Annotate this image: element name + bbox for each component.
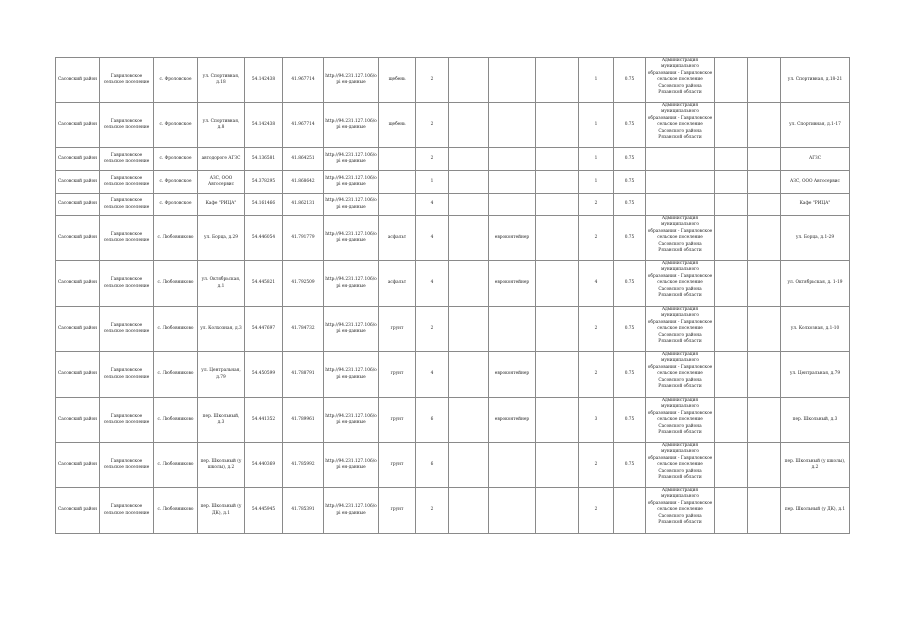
cell-container-count: 1	[579, 103, 614, 148]
cell-latitude: 54.142438	[245, 103, 283, 148]
cell-empty	[536, 216, 579, 261]
cell-empty	[715, 261, 748, 307]
cell-link: http://94.231.127.106/opi ен-данные	[324, 171, 379, 194]
cell-container-type: евроконтейнер	[489, 216, 536, 261]
cell-link: http://94.231.127.106/opi ен-данные	[324, 216, 379, 261]
cell-owner: Администрация муниципального образования - Гавриловское сельское поселение Сасовского района Рязанской области	[646, 261, 715, 307]
table-row	[56, 148, 850, 171]
cell-link: http://94.231.127.106/opi ен-данные	[324, 443, 379, 488]
cell-surface: грунт	[379, 488, 416, 534]
cell-longitude: 41.967714	[283, 58, 324, 103]
cell-settlement: Гавриловское сельское поселение	[100, 488, 154, 534]
cell-latitude: 54.440369	[245, 443, 283, 488]
cell-container-type	[489, 488, 536, 534]
cell-area: 2	[416, 103, 449, 148]
cell-empty	[449, 488, 489, 534]
cell-container-volume: 0.75	[614, 171, 646, 194]
cell-empty	[449, 194, 489, 216]
cell-empty	[748, 488, 781, 534]
cell-empty	[449, 148, 489, 171]
cell-locality: с. Любовниково	[154, 352, 198, 398]
cell-address: ул. Борца, д.29	[198, 216, 245, 261]
cell-empty	[748, 261, 781, 307]
cell-empty	[449, 443, 489, 488]
cell-settlement: Гавриловское сельское поселение	[100, 148, 154, 171]
cell-longitude: 41.864251	[283, 148, 324, 171]
cell-link: http://94.231.127.106/opi ен-данные	[324, 103, 379, 148]
cell-empty	[536, 58, 579, 103]
cell-latitude: 54.445821	[245, 261, 283, 307]
cell-longitude: 41.862131	[283, 194, 324, 216]
cell-area: 1	[416, 171, 449, 194]
cell-container-count: 3	[579, 398, 614, 443]
cell-surface: асфальт	[379, 216, 416, 261]
cell-locality: с. Любовниково	[154, 398, 198, 443]
cell-address: ул. Колхозная, д.3	[198, 307, 245, 352]
cell-address: АЗС, ООО Автосервис	[198, 171, 245, 194]
cell-settlement: Гавриловское сельское поселение	[100, 352, 154, 398]
cell-district: Сасовский район	[56, 148, 100, 171]
cell-empty	[715, 352, 748, 398]
cell-container-type	[489, 194, 536, 216]
cell-empty	[449, 307, 489, 352]
cell-empty	[715, 194, 748, 216]
cell-empty	[536, 171, 579, 194]
cell-container-count: 2	[579, 307, 614, 352]
cell-settlement: Гавриловское сельское поселение	[100, 261, 154, 307]
cell-locality: с. Фроловское	[154, 58, 198, 103]
cell-empty	[536, 398, 579, 443]
cell-locality: с. Любовниково	[154, 307, 198, 352]
cell-latitude: 54.142438	[245, 58, 283, 103]
cell-area: 4	[416, 261, 449, 307]
cell-container-count: 2	[579, 216, 614, 261]
cell-area: 2	[416, 488, 449, 534]
cell-container-volume: 0.75	[614, 307, 646, 352]
cell-container-volume: 0.75	[614, 261, 646, 307]
cell-longitude: 41.967714	[283, 103, 324, 148]
cell-longitude: 41.788791	[283, 352, 324, 398]
cell-surface: щебень	[379, 103, 416, 148]
table-row	[56, 261, 850, 307]
cell-locality: с. Любовниково	[154, 443, 198, 488]
cell-empty	[449, 398, 489, 443]
cell-container-count: 2	[579, 443, 614, 488]
cell-settlement: Гавриловское сельское поселение	[100, 194, 154, 216]
cell-latitude: 54.450599	[245, 352, 283, 398]
cell-empty	[748, 103, 781, 148]
cell-empty	[748, 148, 781, 171]
cell-container-count: 1	[579, 148, 614, 171]
cell-link: http://94.231.127.106/opi ен-данные	[324, 261, 379, 307]
cell-empty	[748, 194, 781, 216]
cell-source-object: пер. Школьный (у ДК), д.1	[781, 488, 850, 534]
cell-container-volume: 0.75	[614, 103, 646, 148]
table-row	[56, 443, 850, 488]
cell-longitude: 41.792509	[283, 261, 324, 307]
cell-container-count: 2	[579, 488, 614, 534]
cell-area: 2	[416, 148, 449, 171]
cell-owner: Администрация муниципального образования - Гавриловское сельское поселение Сасовского района Рязанской области	[646, 398, 715, 443]
table-row	[56, 194, 850, 216]
cell-address: ул. Спортивная, д.8	[198, 103, 245, 148]
cell-empty	[536, 352, 579, 398]
cell-surface: грунт	[379, 443, 416, 488]
cell-locality: с. Любовниково	[154, 261, 198, 307]
cell-locality: с. Фроловское	[154, 194, 198, 216]
cell-surface	[379, 171, 416, 194]
cell-locality: с. Фроловское	[154, 171, 198, 194]
cell-container-type	[489, 103, 536, 148]
cell-container-volume: 0.75	[614, 398, 646, 443]
cell-district: Сасовский район	[56, 307, 100, 352]
cell-district: Сасовский район	[56, 398, 100, 443]
cell-source-object: АЗС, ООО Автосервис	[781, 171, 850, 194]
table-row	[56, 58, 850, 103]
cell-container-type: евроконтейнер	[489, 352, 536, 398]
cell-owner: Администрация муниципального образования - Гавриловское сельское поселение Сасовского района Рязанской области	[646, 488, 715, 534]
cell-empty	[748, 307, 781, 352]
cell-longitude: 41.791779	[283, 216, 324, 261]
cell-empty	[536, 261, 579, 307]
cell-settlement: Гавриловское сельское поселение	[100, 171, 154, 194]
cell-source-object: ул. Центральная, д.79	[781, 352, 850, 398]
cell-area: 2	[416, 58, 449, 103]
cell-link: http://94.231.127.106/opi ен-данные	[324, 352, 379, 398]
cell-empty	[715, 171, 748, 194]
cell-container-count: 1	[579, 58, 614, 103]
cell-owner: Администрация муниципального образования - Гавриловское сельское поселение Сасовского района Рязанской области	[646, 307, 715, 352]
cell-container-volume: 0.75	[614, 443, 646, 488]
cell-district: Сасовский район	[56, 443, 100, 488]
cell-owner: Администрация муниципального образования - Гавриловское сельское поселение Сасовского района Рязанской области	[646, 216, 715, 261]
cell-container-type: евроконтейнер	[489, 261, 536, 307]
cell-owner	[646, 171, 715, 194]
cell-empty	[536, 103, 579, 148]
cell-latitude: 54.378295	[245, 171, 283, 194]
cell-address: автодороге АГЗС	[198, 148, 245, 171]
cell-empty	[748, 171, 781, 194]
cell-empty	[715, 58, 748, 103]
cell-empty	[715, 398, 748, 443]
cell-link: http://94.231.127.106/opi ен-данные	[324, 58, 379, 103]
cell-source-object: АГЗС	[781, 148, 850, 171]
table-row	[56, 488, 850, 534]
cell-area: 6	[416, 398, 449, 443]
cell-empty	[715, 148, 748, 171]
cell-surface: грунт	[379, 352, 416, 398]
cell-surface: грунт	[379, 307, 416, 352]
cell-container-volume: 0.75	[614, 216, 646, 261]
cell-longitude: 41.784732	[283, 307, 324, 352]
cell-source-object: ул. Спортивная, д.18-21	[781, 58, 850, 103]
cell-container-volume: 0.75	[614, 148, 646, 171]
table-row	[56, 103, 850, 148]
cell-address: ул. Спортивная, д.18	[198, 58, 245, 103]
cell-empty	[536, 307, 579, 352]
cell-district: Сасовский район	[56, 103, 100, 148]
cell-source-object: ул. Спортивная, д.1-17	[781, 103, 850, 148]
cell-empty	[715, 443, 748, 488]
cell-source-object: пер. Школьный, д.3	[781, 398, 850, 443]
cell-empty	[715, 488, 748, 534]
cell-locality: с. Фроловское	[154, 148, 198, 171]
cell-link: http://94.231.127.106/opi ен-данные	[324, 398, 379, 443]
cell-container-volume	[614, 488, 646, 534]
cell-container-type	[489, 148, 536, 171]
cell-latitude: 54.161466	[245, 194, 283, 216]
cell-empty	[715, 103, 748, 148]
cell-container-type	[489, 58, 536, 103]
cell-district: Сасовский район	[56, 261, 100, 307]
cell-settlement: Гавриловское сельское поселение	[100, 216, 154, 261]
cell-area: 2	[416, 307, 449, 352]
cell-surface: щебень	[379, 58, 416, 103]
cell-longitude: 41.785391	[283, 488, 324, 534]
cell-district: Сасовский район	[56, 216, 100, 261]
cell-empty	[449, 261, 489, 307]
cell-latitude: 54.136581	[245, 148, 283, 171]
cell-latitude: 54.445945	[245, 488, 283, 534]
cell-empty	[536, 488, 579, 534]
table-row	[56, 216, 850, 261]
cell-empty	[449, 58, 489, 103]
cell-empty	[536, 148, 579, 171]
table-row	[56, 307, 850, 352]
cell-area: 4	[416, 352, 449, 398]
cell-container-volume: 0.75	[614, 58, 646, 103]
cell-source-object: Кафе "РИЦА"	[781, 194, 850, 216]
cell-district: Сасовский район	[56, 58, 100, 103]
cell-area: 6	[416, 443, 449, 488]
cell-source-object: ул. Колхозная, д.1-10	[781, 307, 850, 352]
table-row	[56, 352, 850, 398]
table-row	[56, 398, 850, 443]
cell-empty	[449, 103, 489, 148]
cell-locality: с. Любовниково	[154, 216, 198, 261]
cell-link: http://94.231.127.106/opi ен-данные	[324, 194, 379, 216]
cell-settlement: Гавриловское сельское поселение	[100, 398, 154, 443]
cell-empty	[449, 171, 489, 194]
table-row	[56, 171, 850, 194]
cell-source-object: пер. Школьный (у школы), д.2	[781, 443, 850, 488]
cell-source-object: ул. Борца, д.1-29	[781, 216, 850, 261]
cell-container-volume: 0.75	[614, 352, 646, 398]
cell-owner: Администрация муниципального образования - Гавриловское сельское поселение Сасовского района Рязанской области	[646, 443, 715, 488]
cell-longitude: 41.868642	[283, 171, 324, 194]
cell-district: Сасовский район	[56, 194, 100, 216]
cell-surface	[379, 148, 416, 171]
cell-surface: грунт	[379, 398, 416, 443]
cell-owner	[646, 148, 715, 171]
cell-address: пер. Школьный (у ДК), д.1	[198, 488, 245, 534]
cell-settlement: Гавриловское сельское поселение	[100, 103, 154, 148]
cell-locality: с. Любовниково	[154, 488, 198, 534]
cell-container-type: евроконтейнер	[489, 398, 536, 443]
cell-latitude: 54.441352	[245, 398, 283, 443]
cell-settlement: Гавриловское сельское поселение	[100, 58, 154, 103]
cell-address: пер. Школьный (у школы), д.2	[198, 443, 245, 488]
cell-surface	[379, 194, 416, 216]
cell-link: http://94.231.127.106/opi ен-данные	[324, 307, 379, 352]
cell-settlement: Гавриловское сельское поселение	[100, 443, 154, 488]
cell-address: ул. Центральная, д.79	[198, 352, 245, 398]
cell-locality: с. Фроловское	[154, 103, 198, 148]
cell-latitude: 54.446054	[245, 216, 283, 261]
cell-surface: асфальт	[379, 261, 416, 307]
cell-container-count: 4	[579, 261, 614, 307]
cell-empty	[536, 194, 579, 216]
cell-owner: Администрация муниципального образования - Гавриловское сельское поселение Сасовского района Рязанской области	[646, 352, 715, 398]
cell-link: http://94.231.127.106/opi ен-данные	[324, 488, 379, 534]
cell-longitude: 41.789961	[283, 398, 324, 443]
waste-sites-table	[55, 57, 850, 534]
cell-empty	[748, 443, 781, 488]
cell-owner: Администрация муниципального образования - Гавриловское сельское поселение Сасовского района Рязанской области	[646, 58, 715, 103]
cell-owner	[646, 194, 715, 216]
cell-empty	[748, 58, 781, 103]
cell-empty	[748, 352, 781, 398]
cell-longitude: 41.785992	[283, 443, 324, 488]
cell-area: 4	[416, 216, 449, 261]
cell-container-type	[489, 171, 536, 194]
cell-container-count: 1	[579, 171, 614, 194]
cell-container-count: 2	[579, 194, 614, 216]
cell-owner: Администрация муниципального образования - Гавриловское сельское поселение Сасовского района Рязанской области	[646, 103, 715, 148]
cell-settlement: Гавриловское сельское поселение	[100, 307, 154, 352]
cell-link: http://94.231.127.106/opi ен-данные	[324, 148, 379, 171]
cell-district: Сасовский район	[56, 352, 100, 398]
cell-district: Сасовский район	[56, 488, 100, 534]
cell-address: Кафе "РИЦА"	[198, 194, 245, 216]
cell-empty	[715, 216, 748, 261]
cell-container-count: 2	[579, 352, 614, 398]
cell-container-type	[489, 443, 536, 488]
cell-empty	[748, 216, 781, 261]
cell-district: Сасовский район	[56, 171, 100, 194]
cell-empty	[715, 307, 748, 352]
cell-source-object: ул. Октябрьская, д. 1-19	[781, 261, 850, 307]
cell-empty	[536, 443, 579, 488]
cell-latitude: 54.447697	[245, 307, 283, 352]
cell-address: пер. Школьный, д.3	[198, 398, 245, 443]
cell-address: ул. Октябрьская, д.1	[198, 261, 245, 307]
cell-empty	[449, 216, 489, 261]
spreadsheet-page	[55, 57, 846, 534]
cell-area: 4	[416, 194, 449, 216]
cell-empty	[449, 352, 489, 398]
cell-container-type	[489, 307, 536, 352]
cell-container-volume: 0.75	[614, 194, 646, 216]
cell-empty	[748, 398, 781, 443]
